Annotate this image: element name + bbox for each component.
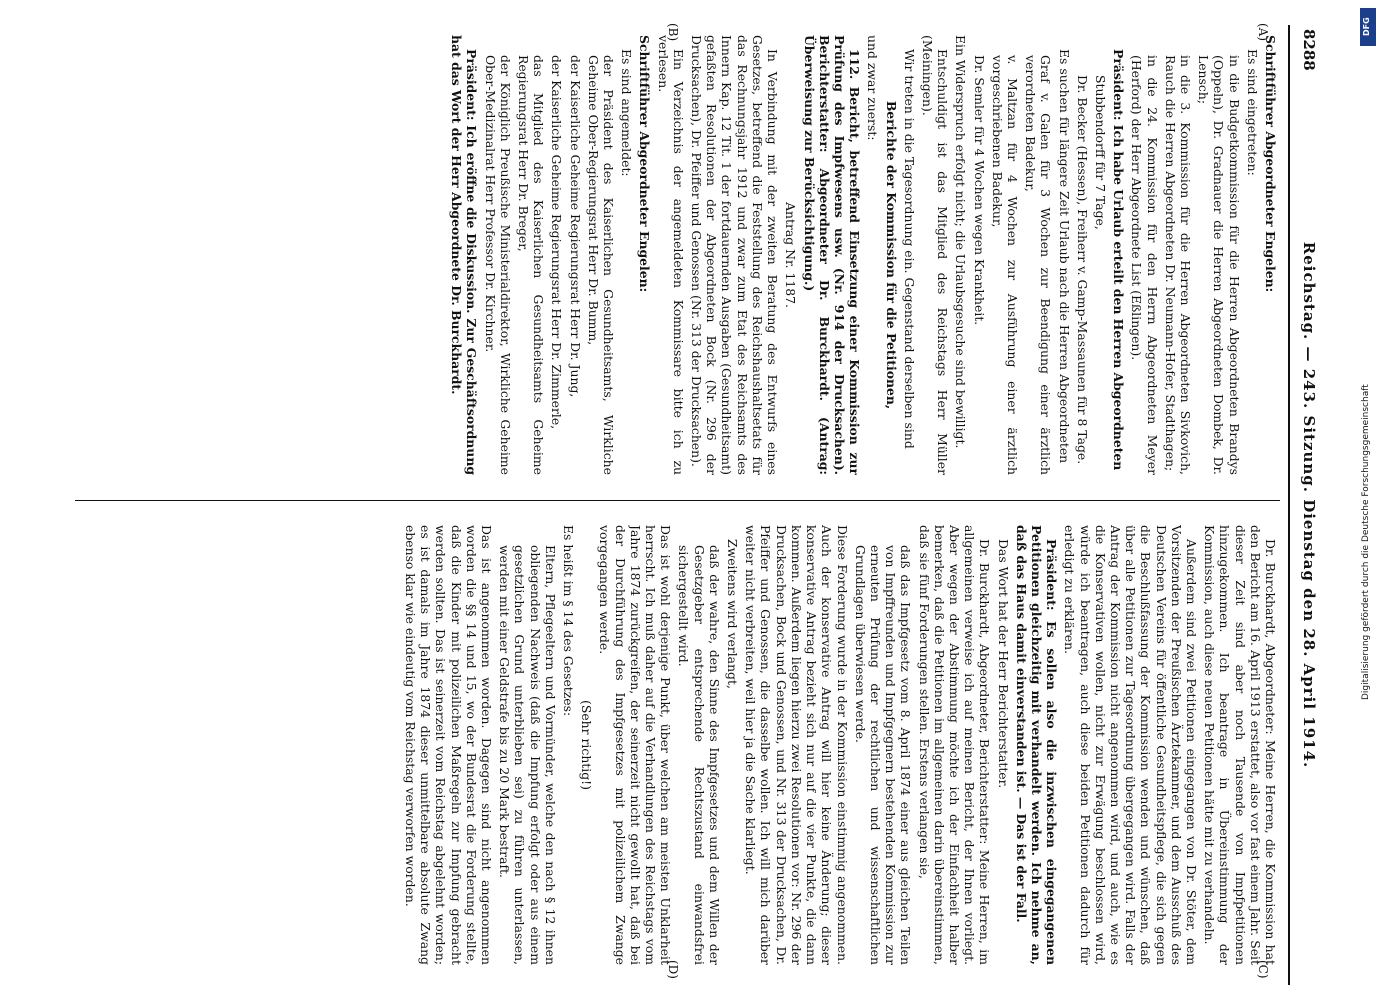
- speaker-line: Schriftführer Abgeordneter Engelen:: [1263, 35, 1278, 293]
- page-number: 8288: [1300, 29, 1318, 71]
- margin-marker-c: (C): [1256, 960, 1270, 979]
- paragraph: Dr. Burckhardt, Abgeordneter: Meine Herren, die Kommission hat den Bericht am 16. April 1913 erstattet, also vor fast einem Jahr. Seit dieser Zeit sind aber noch Tausende von Impfpetitionen hinzugekommen. Ich beantrage in Übereinstimmung der Kommission, auch diese neuen Petitionen hätte mit zu verhandeln.: [1202, 525, 1278, 965]
- rotated-page: [30, 25, 1330, 985]
- paragraph: Es sind angemeldet:: [619, 49, 635, 177]
- section-heading: Berichte der Kommission für die Petitionen,: [883, 100, 899, 410]
- paragraph: in die 3. Kommission für die Herren Abgeordneten Sivkovich, Rauch die Herren Abgeordneten Dr. Neumann-Hofer, Stadthagen;: [1162, 55, 1193, 475]
- column-divider: [75, 500, 1280, 501]
- page-title: Reichstag. — 243. Sitzung. Dienstag den 28. April 1914.: [1300, 241, 1318, 769]
- paragraph: Stubbendorff für 7 Tage,: [1092, 75, 1108, 230]
- paragraph: Zweitens wird verlangt,: [725, 539, 741, 689]
- paragraph: daß der wahre, den Sinne des Impfgesetzes und dem Willen der Gesetzgeber entsprechende Rechtszustand einwandsfrei sichergestellt wird.: [676, 545, 722, 965]
- paragraph: und zwar zuerst:: [865, 35, 881, 141]
- paragraph: der Präsident des Kaiserlichen Gesundheitsamts, Wirkliche Geheime Ober-Regierungsrat Herr Dr. Bumm,: [585, 55, 617, 475]
- paragraph: der Kaiserliche Geheime Regierungsrat Herr Dr. Jung,: [567, 55, 583, 398]
- paragraph: Dr. Semler für 4 Wochen wegen Krankheit.: [971, 55, 987, 326]
- paragraph: das Mitglied des Kaiserlichen Gesundheitsamts Geheime Regierungsrat Herr Dr. Breger,: [516, 55, 547, 475]
- margin-marker-d: (D): [666, 960, 680, 979]
- right-column: [68, 525, 1278, 965]
- margin-marker-b: (B): [666, 23, 680, 42]
- paragraph: der Königlich Preußische Ministerialdirektor, Wirkliche Geheime Ober-Medizinalrat Herr Professor Dr. Kirchner.: [482, 55, 513, 475]
- paragraph: v. Maltzan für 4 Wochen zur Ausführung einer ärztlich vorgeschriebenen Badekur,: [989, 55, 1020, 475]
- digitization-note: Digitalisierung gefördert durch die Deutsche Forschungsgemeinschaft: [1361, 384, 1371, 700]
- paragraph: Außerdem sind zwei Petitionen eingegangen von Dr. Stöter, dem Vorsitzenden der Preußischen Ärztekammer, und dem Ausschuß des Deutschen Vereins für öffentliche Gesundheitspflege, die sich gegen die Beschlußfassung der Kommission wenden und wünschen, daß über alle Petitionen zur Tagesordnung übergegangen wird. Falls der Antrag der Kommission nicht angenommen wird, und auch, wie es die Konservativen wollen, nicht zur Erwägung beschlossen wird, würde ich beantragen, auch diese beiden Petitionen dadurch für erledigt zu erklären.: [1062, 525, 1199, 965]
- left-column: [68, 35, 1278, 475]
- paragraph: Ein Widerspruch erfolgt nicht; die Urlaubsgesuche sind bewilligt.: [953, 35, 969, 449]
- paragraph: Entschuldigt ist das Mitglied des Reichstags Herr Müller (Meiningen).: [919, 35, 951, 475]
- speaker-line: Präsident: Ich eröffne die Diskussion. Zur Geschäftsordnung hat das Wort der Herr Abgeordnete Dr. Burckhardt.: [449, 35, 480, 475]
- paragraph: Antrag Nr. 1187.: [783, 202, 799, 308]
- paragraph: Dr. Burckhardt, Abgeordneter, Berichterstatter: Meine Herren, im allgemeinen verweise ich auf meinen Bericht, der Ihnen vorliegt. Aber wegen der Abstimmung möchte ich der Einfachheit halber bemerken, daß die Petitionen im allgemeinen darin übereinstimmen, daß sie fünf Forderungen stellen. Erstens verlangen sie,: [916, 525, 993, 965]
- speaker-line: Präsident: Es sollen also die inzwischen eingegangenen Petitionen gleichzeitig mit verhandelt werden. Ich nehme an, daß das Haus damit einverstanden ist. — Das ist der Fall.: [1013, 525, 1060, 965]
- paragraph: Das Wort hat der Herr Berichterstatter.: [995, 539, 1011, 789]
- paragraph: Eltern, Pflegeeltern und Vormünder, welche den nach § 12 ihnen obliegenden Nachweis (daß die Impfung erfolgt oder aus einem gesetzlichen Grund unterblieben sei) zu führen unterlassen, werden mit einer Geldstrafe bis zu 20 Mark bestraft.: [497, 545, 558, 965]
- speaker-line: Schriftführer Abgeordneter Engelen:: [637, 35, 653, 293]
- margin-marker-a: (A): [1256, 23, 1270, 42]
- paragraph: Das ist wohl derjenige Punkt, über welchen am meisten Unklarheit herrscht. Ich muß daher auf die Verhandlungen des Reichstags vom Jahre 1874 zurückgreifen, der seinerzeit nicht gewollt hat, daß bei der Durchführung des Impfgesetzes mit polizeilichem Zwange vorgegangen werde.: [597, 525, 674, 965]
- paragraph: in die Budgetkommission für die Herren Abgeordneten Brandys (Oppeln), Dr. Gradnauer die Herren Abgeordneten Dombek, Dr. Lensch;: [1196, 55, 1242, 475]
- paragraph: Dr. Becker (Hessen), Freiherr v. Gamp-Massaunen für 8 Tage.: [1074, 75, 1090, 465]
- page-header: [1288, 25, 1330, 985]
- speaker-line: Präsident: Ich habe Urlaub erteilt den Herren Abgeordneten: [1111, 49, 1127, 471]
- paragraph: Es sind eingetreten:: [1244, 49, 1260, 176]
- paragraph: in die 24. Kommission für den Herrn Abgeordneten Meyer (Herford) der Herr Abgeordnete List (Eßlingen).: [1129, 55, 1160, 475]
- paragraph: daß das Impfgesetz vom 8. April 1874 einer aus gleichen Teilen von Impffreunden und Impfgegnern bestehenden Kommission zur erneuten Prüfung der rechtlichen und wissenschaftlichen Grundlagen überwiesen werde.: [852, 545, 914, 965]
- paragraph: Diese Forderung wurde in der Kommission einstimmig angenommen. Auch der konservative Antrag will hier keine Änderung; dieser konservative Antrag bezieht sich nur auf die vier Punkte, die dann kommen. Außerdem liegen hierzu zwei Resolutionen vor: Nr. 296 der Drucksachen, Bock und Genossen, und Nr. 313 der Drucksachen, Dr. Pfeiffer und Genossen, die dasselbe wollen. Ich will mich darüber weiter nicht verbreiten, weil hier ja die Sache klarliegt.: [743, 525, 850, 965]
- paragraph: Es heißt im § 14 des Gesetzes:: [561, 525, 577, 717]
- paragraph: Es suchen für längere Zeit Urlaub nach die Herren Abgeordneten: [1056, 49, 1072, 464]
- interjection: (Sehr richtig!): [579, 700, 595, 790]
- paragraph: der Kaiserliche Geheime Regierungsrat Herr Dr. Zimmerle,: [549, 55, 565, 430]
- paragraph: Graf v. Galen für 3 Wochen zur Beendigung einer ärztlich verordneten Badekur,: [1023, 55, 1054, 475]
- paragraph: Ein Verzeichnis der angemeldeten Kommissare bitte ich zu verlesen.: [655, 35, 686, 475]
- paragraph: In Verbindung mit der zweiten Beratung des Entwurfs eines Gesetzes, betreffend die Feststellung des Reichshaushaltsetats für das Rechnungsjahr 1912 und zwar zum Etat des Reichsamts des Innern Kap. 12 Tit. 1 der fortdauernden Ausgaben (Gesundheitsamt) gefaßten Resolutionen der Abgeordneten Bock (Nr. 296 der Drucksachen), Dr. Pfeiffer und Genossen (Nr. 313 der Drucksachen).: [689, 35, 781, 475]
- agenda-item: 112. Bericht, betreffend Einsetzung einer Kommission zur Prüfung des Impfwesens usw. (Nr. 914 der Drucksachen). Berichterstatter: Abgeordneter Dr. Burckhardt. (Antrag: Überweisung zur Berücksichtigung.): [801, 35, 863, 475]
- dfg-logo: DFG: [1360, 8, 1376, 46]
- paragraph: Das ist angenommen worden. Dagegen sind nicht angenommen worden die §§ 14 und 15, wo der Bundesrat die Forderung stellte, daß die Kinder mit polizeilichen Maßregeln zur Impfung gebracht werden sollten. Das ist seinerzeit vom Reichstag abgelehnt worden; es ist damals im Jahre 1874 dieser unmittelbare absolute Zwang ebenso klar wie eindeutig vom Reichstag verworfen worden.: [403, 525, 495, 965]
- paragraph: Wir treten in die Tagesordnung ein. Gegenstand derselben sind: [901, 49, 917, 449]
